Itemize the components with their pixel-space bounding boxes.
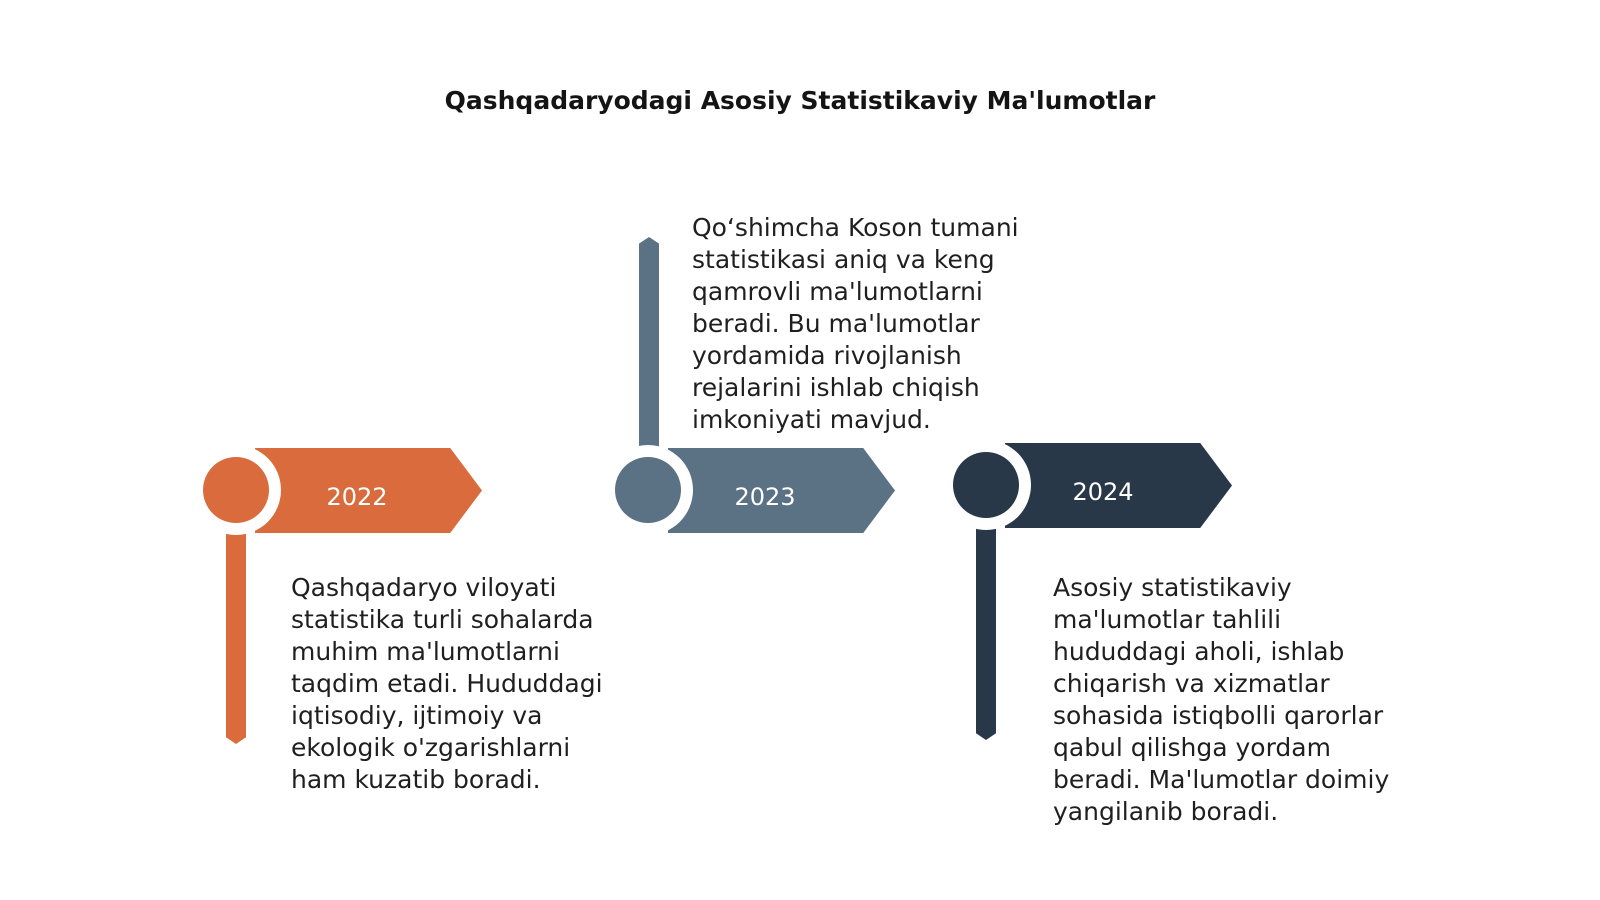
diagram-title: Qashqadaryodagi Asosiy Statistikaviy Ma'lumotlar (444, 86, 1156, 115)
year-label-2024: 2024 (1072, 478, 1134, 506)
year-label-2022: 2022 (326, 483, 388, 511)
year-label-2023: 2023 (734, 483, 796, 511)
milestone-marker-2022 (203, 457, 269, 523)
timeline-stem-2023 (639, 237, 659, 457)
timeline-stem-2022 (226, 520, 246, 744)
milestone-description-2024: Asosiy statistikaviy ma'lumotlar tahlili hududdagi aholi, ishlab chiqarish va xizmatlar sohasida istiqbolli qarorlar qabul qilishga yordam beradi. Ma'lumotlar doimiy yangilanib boradi. (1053, 573, 1390, 826)
milestone-description-2022: Qashqadaryo viloyati statistika turli sohalarda muhim ma'lumotlarni taqdim etadi. Hududdagi iqtisodiy, ijtimoiy va ekologik o'zgarishlarni ham kuzatib boradi. (291, 573, 603, 794)
milestone-marker-2023 (615, 457, 681, 523)
milestone-marker-2024 (953, 452, 1019, 518)
timeline-stem-2024 (976, 515, 996, 740)
milestone-description-2023: Qo‘shimcha Koson tumani statistikasi aniq va keng qamrovli ma'lumotlarni beradi. Bu ma'lumotlar yordamida rivojlanish rejalarini ishlab chiqish imkoniyati mavjud. (692, 213, 1019, 434)
